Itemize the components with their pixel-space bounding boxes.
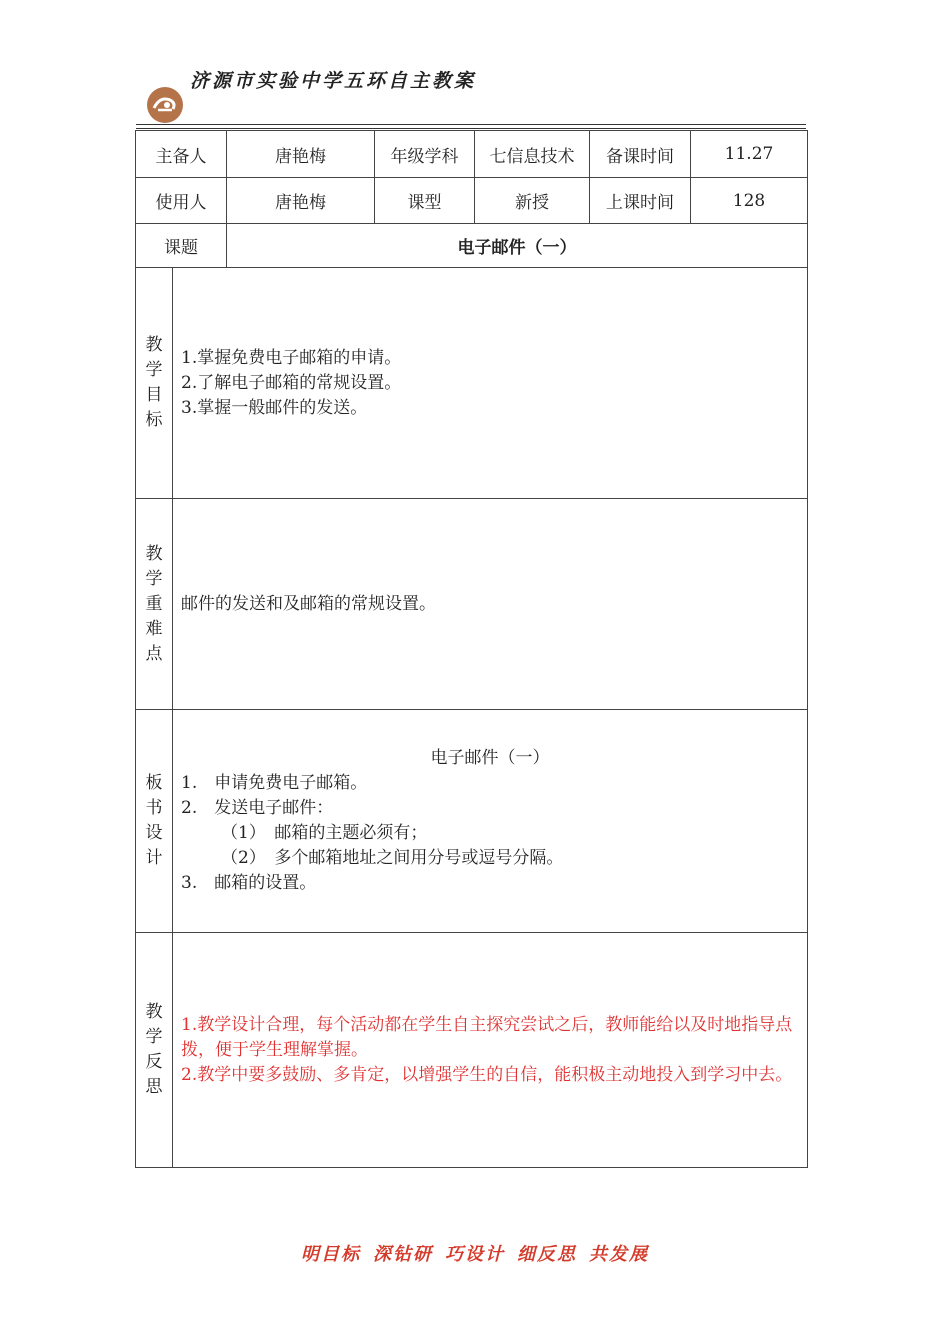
user-value: 唐艳梅 <box>227 178 375 224</box>
prep-time-label: 备课时间 <box>590 131 691 178</box>
lesson-type-value: 新授 <box>475 178 590 224</box>
objective-item: 2.了解电子邮箱的常规设置。 <box>181 372 402 393</box>
board-line: 2. 发送电子邮件： <box>181 798 334 818</box>
objectives-content <box>173 268 808 499</box>
reflection-text-2: 2.教学中要多鼓励、多肯定，以增强学生的自信，能积极主动地投入到学习中去。 <box>181 1064 793 1085</box>
grade-subject-label: 年级学科 <box>375 131 475 178</box>
topic-value: 电子邮件（一） <box>227 224 808 268</box>
lesson-type-label: 课型 <box>375 178 475 224</box>
board-line: （2） 多个邮箱地址之间用分号或逗号分隔。 <box>221 848 564 868</box>
preparer-value: 唐艳梅 <box>227 131 375 178</box>
board-line: 3. 邮箱的设置。 <box>181 873 317 893</box>
info-row-2 <box>136 178 808 224</box>
prep-time-value: 11.27 <box>691 131 808 178</box>
reflection-row <box>136 933 808 1168</box>
objectives-row <box>136 268 808 499</box>
grade-subject-value: 七信息技术 <box>475 131 590 178</box>
header-rule <box>136 124 806 125</box>
class-time-label: 上课时间 <box>590 178 691 224</box>
objectives-label: 教 学 目 标 <box>136 268 173 499</box>
topic-label: 课题 <box>136 224 227 268</box>
board-design-label: 板 书 设 计 <box>136 710 173 933</box>
reflection-content <box>173 933 808 1168</box>
school-title: 济源市实验中学五环自主教案 <box>190 70 477 92</box>
user-label: 使用人 <box>136 178 227 224</box>
objective-item: 3.掌握一般邮件的发送。 <box>181 397 368 418</box>
topic-row <box>136 224 808 268</box>
footer-motto: 明目标 深钻研 巧设计 细反思 共发展 <box>301 1244 649 1265</box>
key-points-content <box>173 499 808 710</box>
class-time-value: 128 <box>691 178 808 224</box>
preparer-label: 主备人 <box>136 131 227 178</box>
key-points-text: 邮件的发送和及邮箱的常规设置。 <box>181 593 436 614</box>
board-design-row <box>136 710 808 933</box>
school-logo-icon <box>146 86 184 124</box>
board-title: 电子邮件（一） <box>430 748 550 768</box>
objective-item: 1.掌握免费电子邮箱的申请。 <box>181 347 402 368</box>
lesson-plan-table <box>135 130 808 1168</box>
key-points-row <box>136 499 808 710</box>
reflection-label: 教 学 反 思 <box>136 933 173 1168</box>
reflection-text-1: 1.教学设计合理，每个活动都在学生自主探究尝试之后，教师能给以及时地指导点拨，便于学生理解掌握。 <box>181 1014 793 1060</box>
board-design-content <box>173 710 808 933</box>
info-row-1 <box>136 131 808 178</box>
header-rule-thin <box>136 128 806 129</box>
board-line: （1） 邮箱的主题必须有； <box>221 823 428 843</box>
board-line: 1. 申请免费电子邮箱。 <box>181 773 368 793</box>
key-points-label: 教 学 重 难 点 <box>136 499 173 710</box>
